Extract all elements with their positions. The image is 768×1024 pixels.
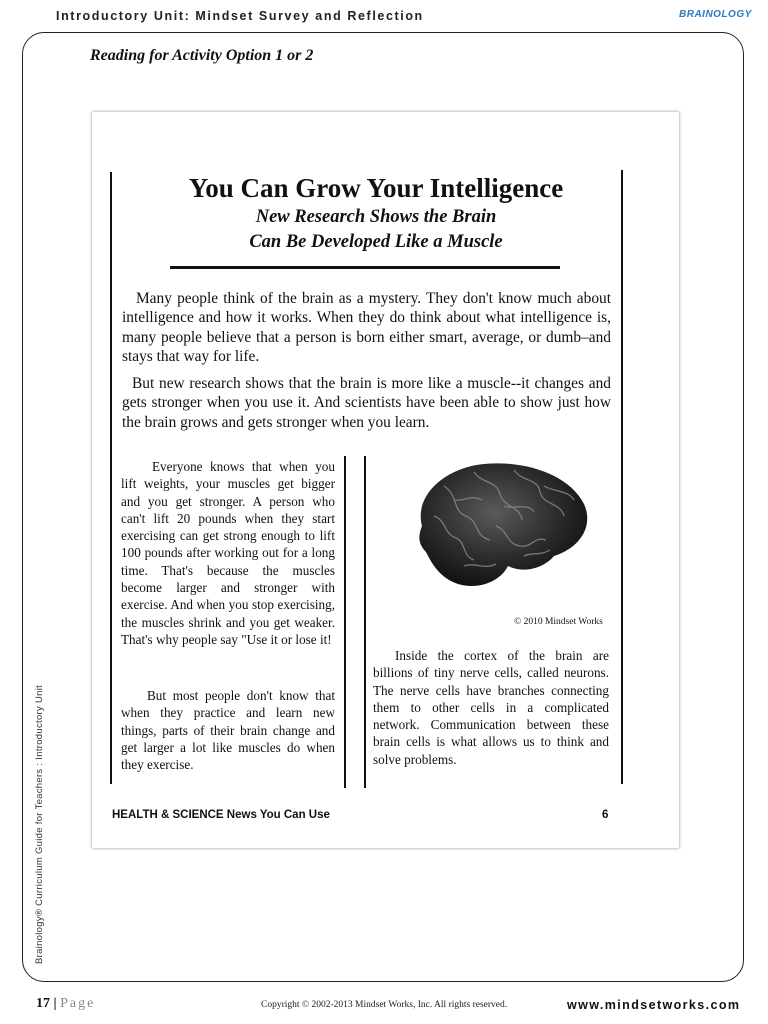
article-footer-label: HEALTH & SCIENCE News You Can Use	[112, 809, 330, 821]
header-title: Introductory Unit: Mindset Survey and Reflection	[56, 9, 424, 23]
left-column-paragraph-2: But most people don't know that when they practice and learn new things, parts of their brain change and get larger a lot like muscles do when they exercise.	[121, 688, 335, 773]
article-title: You Can Grow Your Intelligence	[188, 173, 564, 203]
column-divider-left	[344, 456, 346, 788]
brainology-logo: BRAINOLOGY	[679, 9, 752, 20]
reading-label: Reading for Activity Option 1 or 2	[90, 47, 314, 64]
column-divider-right	[364, 456, 366, 788]
page-number-value: 17	[36, 996, 50, 1011]
article-page-number: 6	[602, 809, 609, 821]
title-divider	[170, 266, 560, 269]
page-number	[36, 996, 95, 1012]
page-separator: |	[53, 996, 57, 1011]
right-column-paragraph-1: Inside the cortex of the brain are billions of tiny nerve cells, called neurons. The nerve cells have branches connecting them to other cells in a complicated network. Communication between these brain cells is what allows us to think and solve problems.	[373, 648, 609, 767]
article-right-rule	[621, 170, 623, 784]
brain-illustration	[404, 456, 590, 590]
article-subtitle-line1: New Research Shows the Brain	[255, 207, 497, 227]
sidebar-curriculum-label: Brainology® Curriculum Guide for Teachers : Introductory Unit	[34, 684, 45, 964]
article-paragraph-1: Many people think of the brain as a mystery. They don't know much about intelligence and how it works. When they do think about what intelligence is, many people believe that a person is born either smart, average, or dumb–and stays that way for life.	[122, 290, 611, 365]
article-paragraph-2: But new research shows that the brain is more like a muscle--it changes and gets stronger when you use it. And scientists have been able to show just how the brain grows and gets stronger when you learn.	[122, 375, 611, 431]
page-word: Page	[60, 996, 96, 1011]
left-column-paragraph-1: Everyone knows that when you lift weights, your muscles get bigger and you get stronger. A person who can't lift 20 pounds when they start exercising can get strong enough to lift 100 pounds after working out for a long time. That's because the muscles become larger and stronger with exercise. And when you stop exercising, the muscles shrink and you get weaker. That's why people say "Use it or lose it!	[121, 459, 335, 647]
article-subtitle-line2: Can Be Developed Like a Muscle	[249, 232, 503, 252]
article-left-rule	[110, 172, 112, 784]
footer-copyright: Copyright © 2002-2013 Mindset Works, Inc. All rights reserved.	[261, 1000, 508, 1010]
footer-website: www.mindsetworks.com	[567, 998, 741, 1012]
image-credit: © 2010 Mindset Works	[514, 617, 603, 627]
